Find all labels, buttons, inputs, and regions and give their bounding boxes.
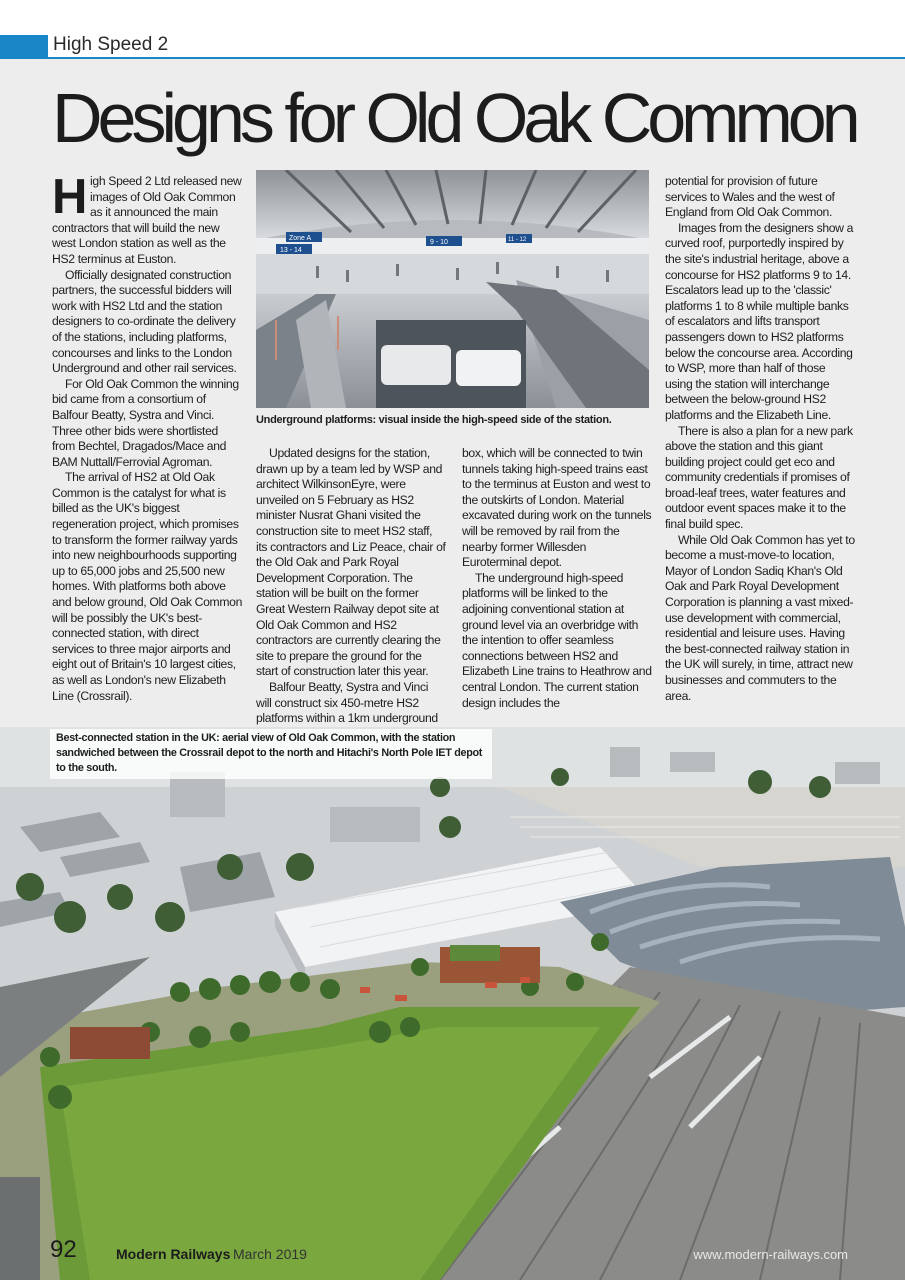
paragraph: Balfour Beatty, Systra and Vinci will construct six 450-metre HS2 platforms within a 1km underground [256, 679, 438, 726]
paragraph: Updated designs for the station, drawn up by a team led by WSP and architect WilkinsonEyre, were unveiled on 5 February as HS2 minister Nusrat Ghani visited the construction site to meet HS2 staff, its contractors and Liz Peace, chair of the Old Oak and Park Royal Development Corporation. The station will be built on the former Great Western Railway depot site at Old Oak Common and HS2 contractors are currently clearing the site to prepare the ground for the start of construction later this year. [256, 446, 446, 679]
sign-platforms-13-14-text: 13 - 14 [280, 247, 302, 254]
paragraph: There is also a plan for a new park above the station and this giant building project could get eco and community credentials if promises of broad-leaf trees, water features and outdoor event spaces make it to the final build spec. [665, 423, 853, 532]
sign-platforms-11-12-text: 11 - 12 [508, 237, 527, 243]
paragraph: potential for provision of future services to Wales and the west of England from Old Oak Common. [665, 174, 835, 220]
paragraph: Images from the designers show a curved roof, purportedly inspired by the site's industrial heritage, above a concourse for HS2 platforms 9 to 14. Escalators lead up to the 'classic' platforms 1 to 8 while multiple banks of escalators and lifts transport passengers down to HS2 platforms below the concourse area. According to WSP, more than half of those using the station will interchange between the below-ground HS2 platforms and the Elizabeth Line. [665, 220, 854, 422]
section-label: High Speed 2 [53, 34, 169, 55]
article-column-3 [462, 446, 652, 711]
page-number: 92 [50, 1236, 77, 1263]
paragraph: For Old Oak Common the winning bid came from a consortium of Balfour Beatty, Systra and Vinci. Three other bids were shortlisted from Bechtel, Dragados/Mace and BAM Nuttall/Ferrovial Agroman. [52, 376, 239, 469]
website-url: www.modern-railways.com [693, 1247, 848, 1262]
issue-date: March 2019 [233, 1246, 307, 1262]
aerial-illustration [0, 727, 905, 1280]
paragraph: box, which will be connected to twin tunnels taking high-speed trains east to the terminus at Euston and west to the outskirts of London. Material excavated during work on the tunnels will be removed by rail from the nearby former Willesden Euroterminal depot. [462, 446, 652, 570]
article-column-1 [52, 170, 243, 704]
paragraph: The underground high-speed platforms will be linked to the adjoining conventional station at ground level via an overbridge with the intention to offer seamless connections between HS2 and Elizabeth Line trains to Heathrow and central London. The current station design includes the [462, 570, 652, 710]
drop-cap: H [52, 170, 88, 224]
article-column-4 [665, 174, 855, 704]
sign-platforms-9-10-text: 9 - 10 [430, 239, 448, 246]
headline: Designs for Old Oak Common [52, 79, 856, 157]
concourse-illustration [256, 170, 649, 408]
aerial-caption: Best-connected station in the UK: aerial view of Old Oak Common, with the station sandwiched between the Crossrail depot to the north and Hitachi's North Pole IET depot to the south. [50, 729, 492, 779]
paragraph: Officially designated construction partners, the successful bidders will work with HS2 Ltd and the station designers to co-ordinate the delivery of the stations, including platforms, concourses and links to the London Underground and other rail services. [52, 267, 237, 376]
section-color-bar [0, 35, 48, 57]
magazine-name: Modern Railways [116, 1246, 231, 1262]
aerial-image [0, 727, 905, 1280]
lead-paragraph: High Speed 2 Ltd released new images of Old Oak Common as it announced the main contractors that will build the new west London station as well as the HS2 terminus at Euston. [52, 170, 242, 266]
sign-zone-text: Zone A [289, 235, 312, 242]
concourse-image [256, 170, 649, 408]
paragraph: The arrival of HS2 at Old Oak Common is the catalyst for what is billed as the UK's biggest regeneration project, which promises to transform the former railway yards into new neighbourhoods supporting up to 65,000 jobs and 25,500 new homes. With platforms both above and below ground, Old Oak Common will be possibly the UK's best-connected station, with direct services to three major airports and eight out of Britain's 10 largest cities, as well as London's new Elizabeth Line (Crossrail). [52, 470, 243, 703]
article-column-2 [256, 446, 446, 727]
concourse-caption: Underground platforms: visual inside the high-speed side of the station. [256, 414, 612, 426]
paragraph: While Old Oak Common has yet to become a must-move-to location, Mayor of London Sadiq Khan's Old Oak and Park Royal Development Corporation is planning a vast mixed-use development with commercial, residential and leisure uses. Having the best-connected railway station in the UK will surely, in time, attract new businesses and commuters to the area. [665, 532, 855, 703]
